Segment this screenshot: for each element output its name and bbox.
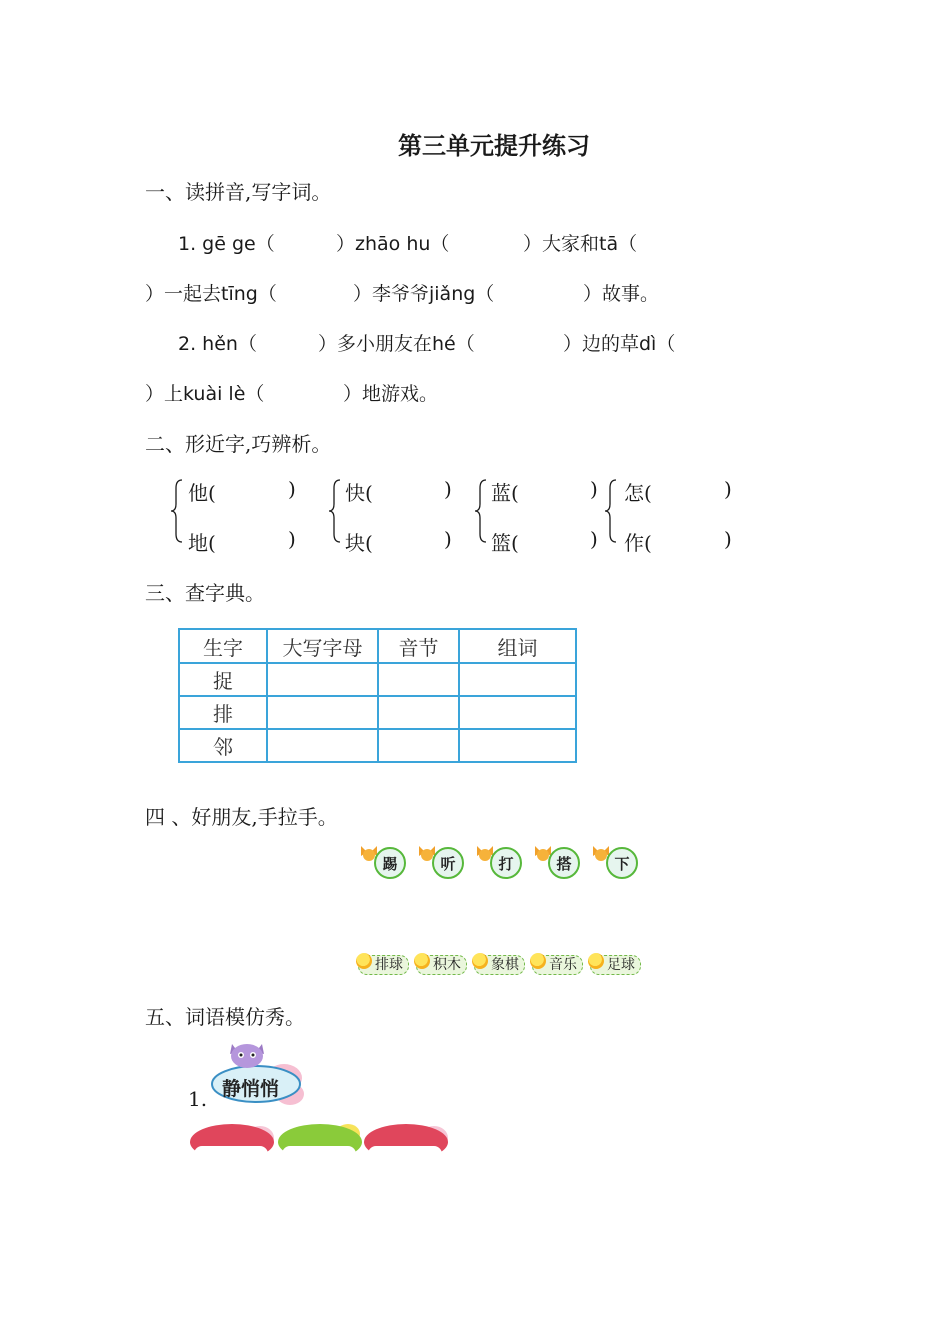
noun-pill[interactable]: 象棋 [474, 955, 525, 975]
header-cell: 大写字母 [267, 629, 378, 663]
brace-icon [328, 478, 342, 544]
table-row [179, 729, 576, 762]
s2-g3-bottom: 篮( [491, 531, 519, 555]
sun-icon [530, 953, 546, 969]
verb-badge[interactable]: 踢 [374, 847, 406, 879]
answer-cell[interactable] [378, 663, 459, 696]
s1-r3-c: ）边的草dì（ [563, 333, 676, 355]
red-cloud-icon[interactable] [188, 1120, 278, 1176]
s2-g4-top-close: ) [724, 477, 732, 501]
noun-pill[interactable]: 排球 [358, 955, 409, 975]
s1-r4-b: ）地游戏。 [343, 383, 439, 405]
s1-r1-c: ）大家和tā（ [523, 233, 638, 255]
dictionary-table [178, 628, 577, 763]
s1-r1-a: 1. gē ge（ [178, 233, 275, 255]
sun-icon [472, 953, 488, 969]
s2-g4-top: 怎( [624, 481, 652, 505]
char-cell: 邻 [179, 729, 267, 762]
s1-r1-b: ）zhāo hu（ [336, 233, 450, 255]
s2-g2-top: 快( [345, 481, 373, 505]
verb-badge[interactable]: 打 [490, 847, 522, 879]
s2-g1-top: 他( [188, 481, 216, 505]
answer-cell[interactable] [267, 663, 378, 696]
header-cell: 音节 [378, 629, 459, 663]
s2-g1-bottom: 地( [188, 531, 216, 555]
s2-g3-top-close: ) [590, 477, 598, 501]
answer-cell[interactable] [378, 729, 459, 762]
char-cell: 排 [179, 696, 267, 729]
section-2-heading: 二、形近字,巧辨析。 [145, 432, 332, 456]
s2-g1-top-close: ) [288, 477, 296, 501]
s1-r2-c: ）故事。 [583, 283, 660, 305]
noun-pill[interactable]: 积木 [416, 955, 467, 975]
section-1-heading: 一、读拼音,写字词。 [145, 180, 332, 204]
green-cloud-icon[interactable] [276, 1120, 366, 1176]
answer-cell[interactable] [267, 696, 378, 729]
s1-r3-b: ）多小朋友在hé（ [318, 333, 475, 355]
s1-r3-a: 2. hěn（ [178, 333, 257, 355]
s2-g4-bottom-close: ) [724, 527, 732, 551]
answer-cell[interactable] [459, 729, 576, 762]
sun-icon [414, 953, 430, 969]
s1-r4-a: ）上kuài lè（ [145, 383, 265, 405]
brace-icon [604, 478, 618, 544]
answer-cell[interactable] [459, 663, 576, 696]
s2-g4-bottom: 作( [624, 531, 652, 555]
table-row [179, 696, 576, 729]
brace-icon [474, 478, 488, 544]
sun-icon [356, 953, 372, 969]
answer-cell[interactable] [459, 696, 576, 729]
verb-badge[interactable]: 搭 [548, 847, 580, 879]
s2-g1-bottom-close: ) [288, 527, 296, 551]
s2-g2-top-close: ) [444, 477, 452, 501]
answer-cell[interactable] [267, 729, 378, 762]
example-word: 静悄悄 [222, 1078, 280, 1100]
cat-icon [224, 1038, 270, 1070]
noun-pill[interactable]: 足球 [590, 955, 641, 975]
s2-g3-top: 蓝( [491, 481, 519, 505]
verb-badge[interactable]: 下 [606, 847, 638, 879]
char-cell: 捉 [179, 663, 267, 696]
answer-cell[interactable] [378, 696, 459, 729]
red-cloud-icon[interactable] [362, 1120, 452, 1176]
page-title: 第三单元提升练习 [398, 131, 590, 160]
verb-badge[interactable]: 听 [432, 847, 464, 879]
s2-g2-bottom-close: ) [444, 527, 452, 551]
section-5-heading: 五、词语模仿秀。 [145, 1005, 305, 1029]
header-cell: 生字 [179, 629, 267, 663]
sun-icon [588, 953, 604, 969]
s2-g2-bottom: 块( [345, 531, 373, 555]
s2-g3-bottom-close: ) [590, 527, 598, 551]
table-row [179, 663, 576, 696]
section-3-heading: 三、查字典。 [145, 581, 265, 605]
noun-pill[interactable]: 音乐 [532, 955, 583, 975]
item-number: 1. [188, 1087, 208, 1111]
section-4-heading: 四 、好朋友,手拉手。 [145, 805, 338, 829]
brace-icon [170, 478, 184, 544]
table-header-row [179, 629, 576, 663]
s1-r2-a: ）一起去tīng（ [145, 283, 277, 305]
header-cell: 组词 [459, 629, 576, 663]
s1-r2-b: ）李爷爷jiǎng（ [353, 283, 495, 305]
